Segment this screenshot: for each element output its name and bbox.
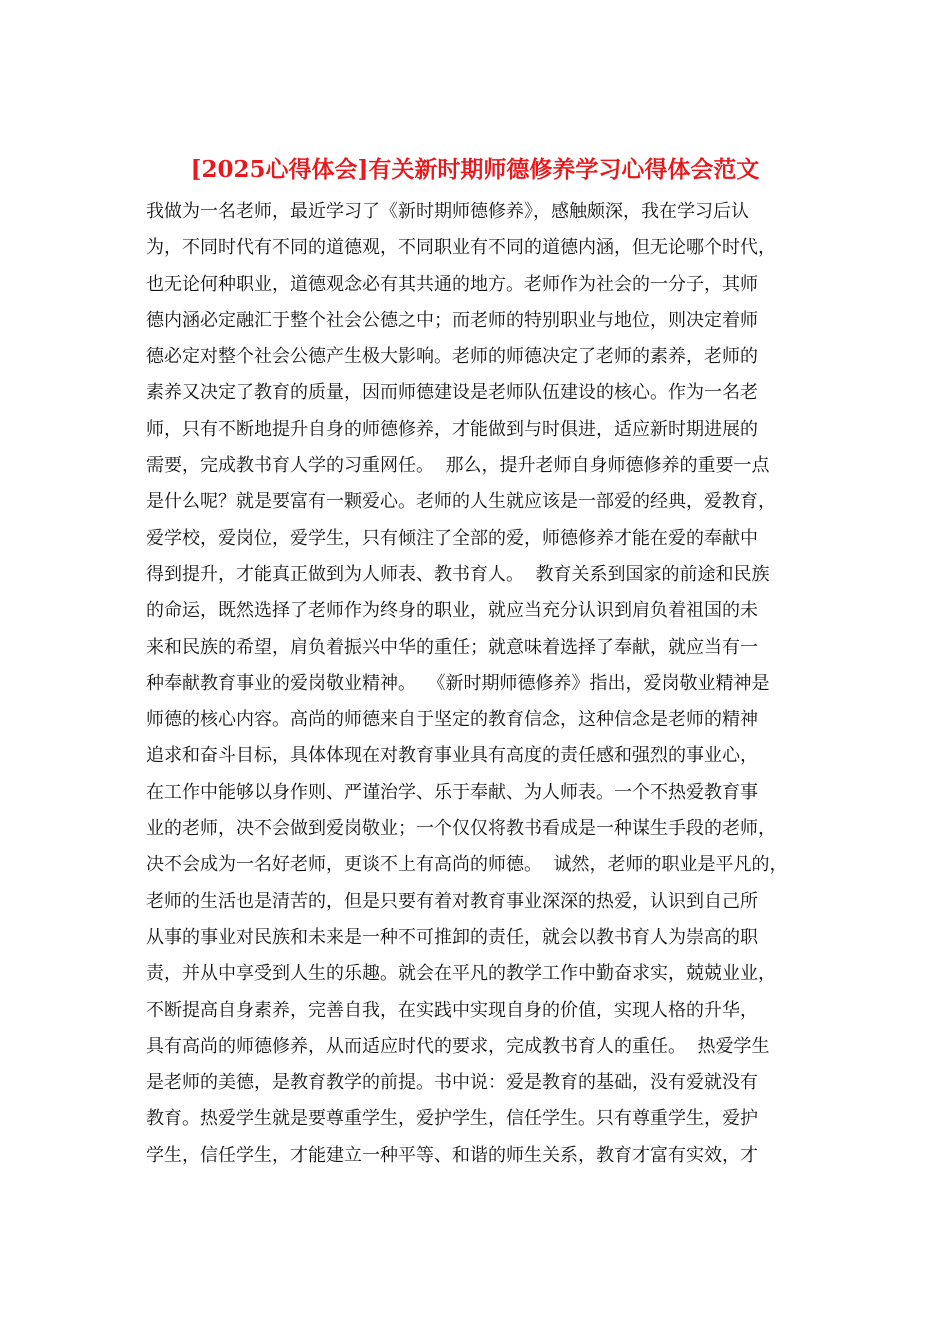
body-line: 爱学校，爱岗位，爱学生，只有倾注了全部的爱，师德修养才能在爱的奉献中 <box>146 527 758 549</box>
body-line: 师，只有不断地提升自身的师德修养，才能做到与时俱进，适应新时期进展的 <box>146 418 758 440</box>
body-line: 德必定对整个社会公德产生极大影响。老师的师德决定了老师的素养，老师的 <box>146 346 758 368</box>
body-line: 在工作中能够以身作则、严谨治学、乐于奉献、为人师表。一个不热爱教育事 <box>146 781 758 803</box>
body-line: 得到提升，才能真正做到为人师表、教书育人。 教育关系到国家的前途和民族 <box>146 563 770 585</box>
body-line: 教育。热爱学生就是要尊重学生，爱护学生，信任学生。只有尊重学生，爱护 <box>146 1108 758 1130</box>
document-title: [2025心得体会]有关新时期师德修养学习心得体会范文 <box>190 156 760 183</box>
body-line: 也无论何种职业，道德观念必有其共通的地方。老师作为社会的一分子，其师 <box>146 273 758 295</box>
body-line: 学生，信任学生，才能建立一种平等、和谐的师生关系，教育才富有实效，才 <box>146 1144 758 1166</box>
body-line: 需要，完成教书育人学的习重网任。 那么，提升老师自身师德修养的重要一点 <box>146 455 770 477</box>
body-line: 老师的生活也是清苦的，但是只要有着对教育事业深深的热爱，认识到自己所 <box>146 890 758 912</box>
body-line: 是什么呢？就是要富有一颗爱心。老师的人生就应该是一部爱的经典，爱教育， <box>146 491 776 513</box>
body-line: 为，不同时代有不同的道德观，不同职业有不同的道德内涵，但无论哪个时代， <box>146 237 776 259</box>
body-line: 德内涵必定融汇于整个社会公德之中；而老师的特别职业与地位，则决定着师 <box>146 309 758 331</box>
body-line: 业的老师，决不会做到爱岗敬业；一个仅仅将教书看成是一种谋生手段的老师， <box>146 818 776 840</box>
body-line: 种奉献教育事业的爱岗敬业精神。 《新时期师德修养》指出，爱岗敬业精神是 <box>146 672 770 694</box>
body-line: 师德的核心内容。高尚的师德来自于坚定的教育信念，这种信念是老师的精神 <box>146 709 758 731</box>
document-body <box>146 198 826 1178</box>
body-line: 决不会成为一名好老师，更谈不上有高尚的师德。 诚然，老师的职业是平凡的， <box>146 854 788 876</box>
body-line: 我做为一名老师，最近学习了《新时期师德修养》，感触颇深，我在学习后认 <box>146 201 749 222</box>
body-line: 具有高尚的师德修养，从而适应时代的要求，完成教书育人的重任。 热爱学生 <box>146 1035 770 1057</box>
body-line: 责，并从中享受到人生的乐趣。就会在平凡的教学工作中勤奋求实，兢兢业业， <box>146 963 776 985</box>
body-line: 追求和奋斗目标，具体体现在对教育事业具有高度的责任感和强烈的事业心， <box>146 745 758 767</box>
body-line: 来和民族的希望，肩负着振兴中华的重任；就意味着选择了奉献，就应当有一 <box>146 636 758 658</box>
body-line: 是老师的美德，是教育教学的前提。书中说：爱是教育的基础，没有爱就没有 <box>146 1072 758 1094</box>
body-line: 的命运，既然选择了老师作为终身的职业，就应当充分认识到肩负着祖国的未 <box>146 600 758 622</box>
body-line: 素养又决定了教育的质量，因而师德建设是老师队伍建设的核心。作为一名老 <box>146 382 758 404</box>
body-line: 从事的事业对民族和未来是一种不可推卸的责任，就会以教书育人为崇高的职 <box>146 926 758 948</box>
body-line: 不断提高自身素养，完善自我，在实践中实现自身的价值，实现人格的升华， <box>146 999 758 1021</box>
